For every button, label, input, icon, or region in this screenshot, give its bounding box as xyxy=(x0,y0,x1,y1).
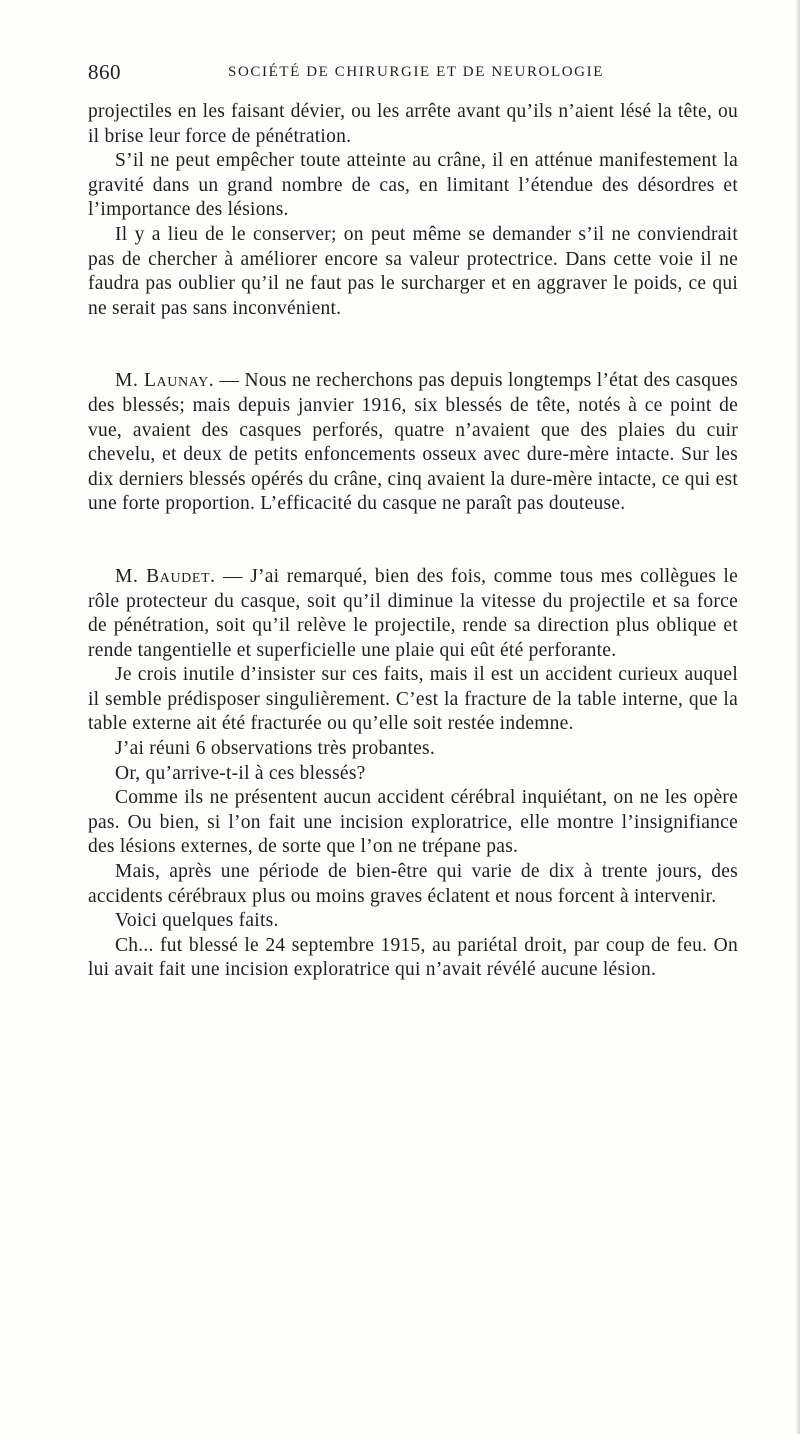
paragraph: Voici quelques faits. xyxy=(115,910,279,932)
page-edge-shadow xyxy=(796,0,800,1434)
paragraph: Ch... fut blessé le 24 septembre 1915, au pariétal droit, par coup de feu. On lui avait fait une incision exploratrice qui n’avait révélé aucune lésion. xyxy=(88,934,738,981)
remark-text: — J’ai remarqué, bien des fois, comme tous mes collègues le rôle protecteur du casque, soit qu’il diminue la vitesse du projectile et sa force de pénétration, soit qu’il relève le projectile, rende sa direction plus oblique et rende tangentielle et superficielle une plaie qui eût été perforante. xyxy=(88,565,738,661)
paragraph: S’il ne peut empêcher toute atteinte au crâne, il en atténue manifestement la gravité dans un grand nombre de cas, en limitant l’étendue des désordres et l’importance des lésions. xyxy=(88,150,738,221)
paragraph: Mais, après une période de bien-être qui varie de dix à trente jours, des accidents cérébraux plus ou moins graves éclatent et nous forcent à intervenir. xyxy=(88,861,738,907)
baudet-remarks xyxy=(88,565,738,663)
launay-remarks xyxy=(88,369,738,517)
page-number: 860 xyxy=(88,60,121,84)
paragraph: Comme ils ne présentent aucun accident cérébral inquiétant, on ne les opère pas. Ou bien, si l’on fait une incision exploratrice, elle montre l’insignifiance des lésions externes, de sorte que l’on ne trépane pas. xyxy=(88,787,738,858)
paragraph-continued: projectiles en les faisant dévier, ou les arrête avant qu’ils n’aient lésé la tête, ou il brise leur force de pénétration. xyxy=(88,101,738,147)
paragraph: Il y a lieu de le conserver; on peut même se demander s’il ne conviendrait pas de chercher à améliorer encore sa valeur protectrice. Dans cette voie il ne faudra pas oublier qu’il ne faut pas le surcharger et en aggraver le poids, ce qui ne serait pas sans inconvénient. xyxy=(88,223,738,319)
paragraph: Je crois inutile d’insister sur ces faits, mais il est un accident curieux auquel il semble prédisposer singulièrement. C’est la fracture de la table interne, que la table externe ait été fracturée ou qu’elle soit restée indemne. xyxy=(88,664,738,735)
remark-text: — Nous ne recherchons pas depuis longtemps l’état des casques des blessés; mais depuis janvier 1916, six blessés de tête, notés à ce point de vue, avaient des casques perforés, quatre n’avaient que des plaies du cuir chevelu, et deux de petits enfoncements osseux avec dure-mère intacte. Sur les dix derniers blessés opérés du crâne, cinq avaient la dure-mère intacte, ce qui est une forte proportion. L’efficacité du casque ne paraît pas douteuse. xyxy=(88,370,738,515)
speaker-name: M. Baudet. xyxy=(115,565,216,587)
body-text xyxy=(88,100,738,983)
speaker-name: M. Launay. xyxy=(115,370,215,392)
paragraph: J’ai réuni 6 observations très probantes. xyxy=(115,738,436,760)
paragraph: Or, qu’arrive-t-il à ces blessés? xyxy=(115,762,366,784)
page-header xyxy=(88,60,738,92)
running-title: SOCIÉTÉ DE CHIRURGIE ET DE NEUROLOGIE xyxy=(228,64,604,80)
